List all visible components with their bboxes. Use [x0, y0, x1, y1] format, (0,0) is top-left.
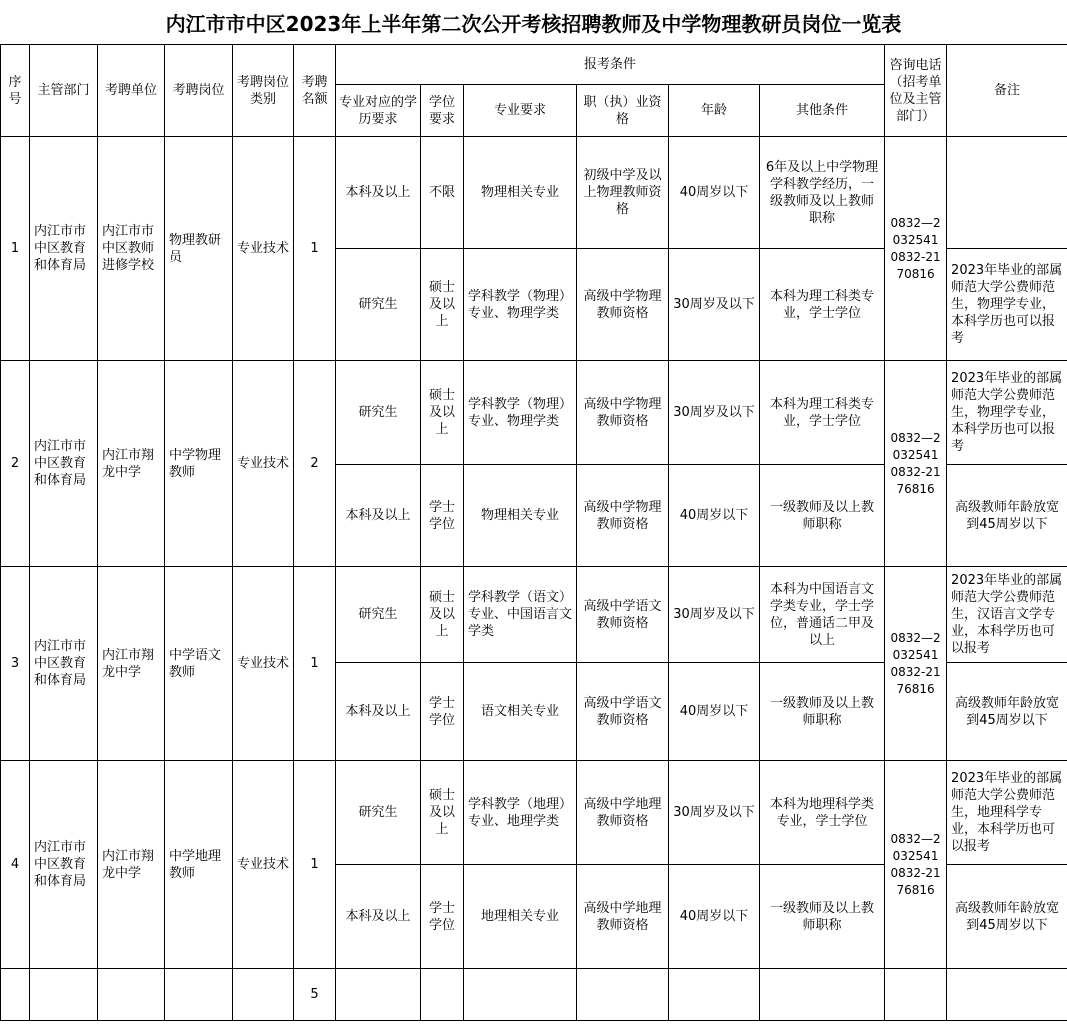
cell-empty — [233, 969, 294, 1021]
header-major: 专业要求 — [464, 85, 577, 137]
cell-post-type: 专业技术 — [233, 761, 294, 969]
cell-remark: 高级教师年龄放宽到45周岁以下 — [947, 865, 1067, 969]
phone-line: 0832-2176816 — [890, 464, 941, 496]
cell-dept: 内江市市中区教育和体育局 — [30, 567, 98, 761]
phone-line: 0832-2176816 — [890, 664, 941, 696]
cell-post: 中学地理教师 — [165, 761, 233, 969]
cell-degree: 学士学位 — [421, 663, 464, 761]
cell-post-type: 专业技术 — [233, 137, 294, 361]
cell-degree: 学士学位 — [421, 865, 464, 969]
cell-other: 本科为中国语言文学类专业，学士学位，普通话二甲及以上 — [760, 567, 885, 663]
header-other: 其他条件 — [760, 85, 885, 137]
cell-empty — [885, 969, 947, 1021]
cell-seq: 1 — [1, 137, 30, 361]
cell-phone — [885, 761, 947, 969]
header-quota: 考聘名额 — [294, 45, 336, 137]
cell-post: 中学物理教师 — [165, 361, 233, 567]
cell-empty — [760, 969, 885, 1021]
page-title: 内江市市中区2023年上半年第二次公开考核招聘教师及中学物理教研员岗位一览表 — [165, 11, 902, 36]
header-unit: 考聘单位 — [98, 45, 165, 137]
cell-age: 40周岁以下 — [669, 137, 760, 249]
header-dept: 主管部门 — [30, 45, 98, 137]
cell-remark: 高级教师年龄放宽到45周岁以下 — [947, 663, 1067, 761]
header-conditions: 报考条件 — [336, 45, 885, 85]
cell-qual: 高级中学语文教师资格 — [577, 663, 669, 761]
cell-unit: 内江市市中区教师进修学校 — [98, 137, 165, 361]
cell-empty — [98, 969, 165, 1021]
cell-other: 一级教师及以上教师职称 — [760, 865, 885, 969]
cell-degree: 硕士及以上 — [421, 361, 464, 465]
cell-quota: 1 — [294, 761, 336, 969]
cell-empty — [421, 969, 464, 1021]
cell-edu: 研究生 — [336, 567, 421, 663]
cell-age: 30周岁及以下 — [669, 361, 760, 465]
cell-empty — [30, 969, 98, 1021]
cell-major: 地理相关专业 — [464, 865, 577, 969]
cell-edu: 本科及以上 — [336, 865, 421, 969]
header-remark: 备注 — [947, 45, 1067, 137]
cell-remark: 2023年毕业的部属师范大学公费师范生，地理科学专业，本科学历也可以报考 — [947, 761, 1067, 865]
cell-remark: 高级教师年龄放宽到45周岁以下 — [947, 465, 1067, 567]
cell-dept: 内江市市中区教育和体育局 — [30, 137, 98, 361]
cell-age: 40周岁以下 — [669, 663, 760, 761]
cell-dept: 内江市市中区教育和体育局 — [30, 761, 98, 969]
cell-empty — [336, 969, 421, 1021]
cell-major: 物理相关专业 — [464, 137, 577, 249]
phone-line: 0832—2032541 — [890, 831, 941, 863]
cell-phone — [885, 137, 947, 361]
cell-qual: 高级中学物理教师资格 — [577, 249, 669, 361]
total-row — [1, 969, 1067, 1021]
phone-line: 0832-2170816 — [890, 249, 941, 281]
cell-post-type: 专业技术 — [233, 361, 294, 567]
cell-degree: 硕士及以上 — [421, 567, 464, 663]
phone-line: 0832—2032541 — [890, 430, 941, 462]
cell-quota: 2 — [294, 361, 336, 567]
cell-seq: 4 — [1, 761, 30, 969]
cell-edu: 本科及以上 — [336, 663, 421, 761]
cell-quota: 1 — [294, 137, 336, 361]
cell-empty — [464, 969, 577, 1021]
cell-major: 学科教学（语文）专业、中国语言文学类 — [464, 567, 577, 663]
cell-seq: 3 — [1, 567, 30, 761]
table-row — [1, 361, 1067, 465]
header-age: 年龄 — [669, 85, 760, 137]
cell-other: 一级教师及以上教师职称 — [760, 465, 885, 567]
cell-empty — [577, 969, 669, 1021]
cell-qual: 高级中学地理教师资格 — [577, 761, 669, 865]
cell-other: 本科为理工科类专业，学士学位 — [760, 361, 885, 465]
cell-major: 学科教学（地理）专业、地理学类 — [464, 761, 577, 865]
header-phone: 咨询电话（招考单位及主管部门） — [885, 45, 947, 137]
cell-qual: 高级中学物理教师资格 — [577, 465, 669, 567]
cell-post-type: 专业技术 — [233, 567, 294, 761]
table-row — [1, 137, 1067, 249]
cell-empty — [669, 969, 760, 1021]
cell-unit: 内江市翔龙中学 — [98, 567, 165, 761]
cell-empty — [1, 969, 30, 1021]
header-seq: 序号 — [1, 45, 30, 137]
cell-remark: 2023年毕业的部属师范大学公费师范生，物理学专业，本科学历也可以报考 — [947, 361, 1067, 465]
cell-seq: 2 — [1, 361, 30, 567]
cell-edu: 研究生 — [336, 761, 421, 865]
table-row — [1, 761, 1067, 865]
header-edu: 专业对应的学历要求 — [336, 85, 421, 137]
cell-qual: 高级中学地理教师资格 — [577, 865, 669, 969]
cell-phone — [885, 361, 947, 567]
cell-degree: 硕士及以上 — [421, 761, 464, 865]
header-post-type: 考聘岗位类别 — [233, 45, 294, 137]
phone-line: 0832—2032541 — [890, 630, 941, 662]
cell-major: 物理相关专业 — [464, 465, 577, 567]
cell-degree: 学士学位 — [421, 465, 464, 567]
cell-major: 语文相关专业 — [464, 663, 577, 761]
cell-empty — [947, 969, 1067, 1021]
phone-line: 0832—2032541 — [890, 215, 941, 247]
cell-edu: 研究生 — [336, 361, 421, 465]
cell-remark: 2023年毕业的部属师范大学公费师范生，汉语言文学专业，本科学历也可以报考 — [947, 567, 1067, 663]
cell-major: 学科教学（物理）专业、物理学类 — [464, 249, 577, 361]
cell-degree: 不限 — [421, 137, 464, 249]
cell-remark — [947, 137, 1067, 249]
cell-unit: 内江市翔龙中学 — [98, 761, 165, 969]
phone-line: 0832-2176816 — [890, 865, 941, 897]
cell-empty — [165, 969, 233, 1021]
cell-remark: 2023年毕业的部属师范大学公费师范生，物理学专业，本科学历也可以报考 — [947, 249, 1067, 361]
header-qual: 职（执）业资格 — [577, 85, 669, 137]
cell-age: 40周岁以下 — [669, 865, 760, 969]
cell-unit: 内江市翔龙中学 — [98, 361, 165, 567]
cell-age: 30周岁及以下 — [669, 761, 760, 865]
cell-other: 一级教师及以上教师职称 — [760, 663, 885, 761]
total-quota: 5 — [294, 969, 336, 1021]
cell-degree: 硕士及以上 — [421, 249, 464, 361]
header-degree: 学位要求 — [421, 85, 464, 137]
cell-dept: 内江市市中区教育和体育局 — [30, 361, 98, 567]
cell-age: 30周岁及以下 — [669, 249, 760, 361]
recruitment-table — [0, 44, 1067, 1021]
cell-other: 本科为地理科学类专业，学士学位 — [760, 761, 885, 865]
cell-edu: 本科及以上 — [336, 465, 421, 567]
cell-quota: 1 — [294, 567, 336, 761]
cell-major: 学科教学（物理）专业、物理学类 — [464, 361, 577, 465]
cell-post: 物理教研员 — [165, 137, 233, 361]
cell-qual: 初级中学及以上物理教师资格 — [577, 137, 669, 249]
cell-other: 6年及以上中学物理学科教学经历，一级教师及以上教师职称 — [760, 137, 885, 249]
cell-edu: 本科及以上 — [336, 137, 421, 249]
cell-age: 30周岁及以下 — [669, 567, 760, 663]
cell-edu: 研究生 — [336, 249, 421, 361]
cell-qual: 高级中学语文教师资格 — [577, 567, 669, 663]
cell-phone — [885, 567, 947, 761]
cell-other: 本科为理工科类专业，学士学位 — [760, 249, 885, 361]
cell-post: 中学语文教师 — [165, 567, 233, 761]
header-post: 考聘岗位 — [165, 45, 233, 137]
cell-qual: 高级中学物理教师资格 — [577, 361, 669, 465]
cell-age: 40周岁以下 — [669, 465, 760, 567]
table-row — [1, 567, 1067, 663]
